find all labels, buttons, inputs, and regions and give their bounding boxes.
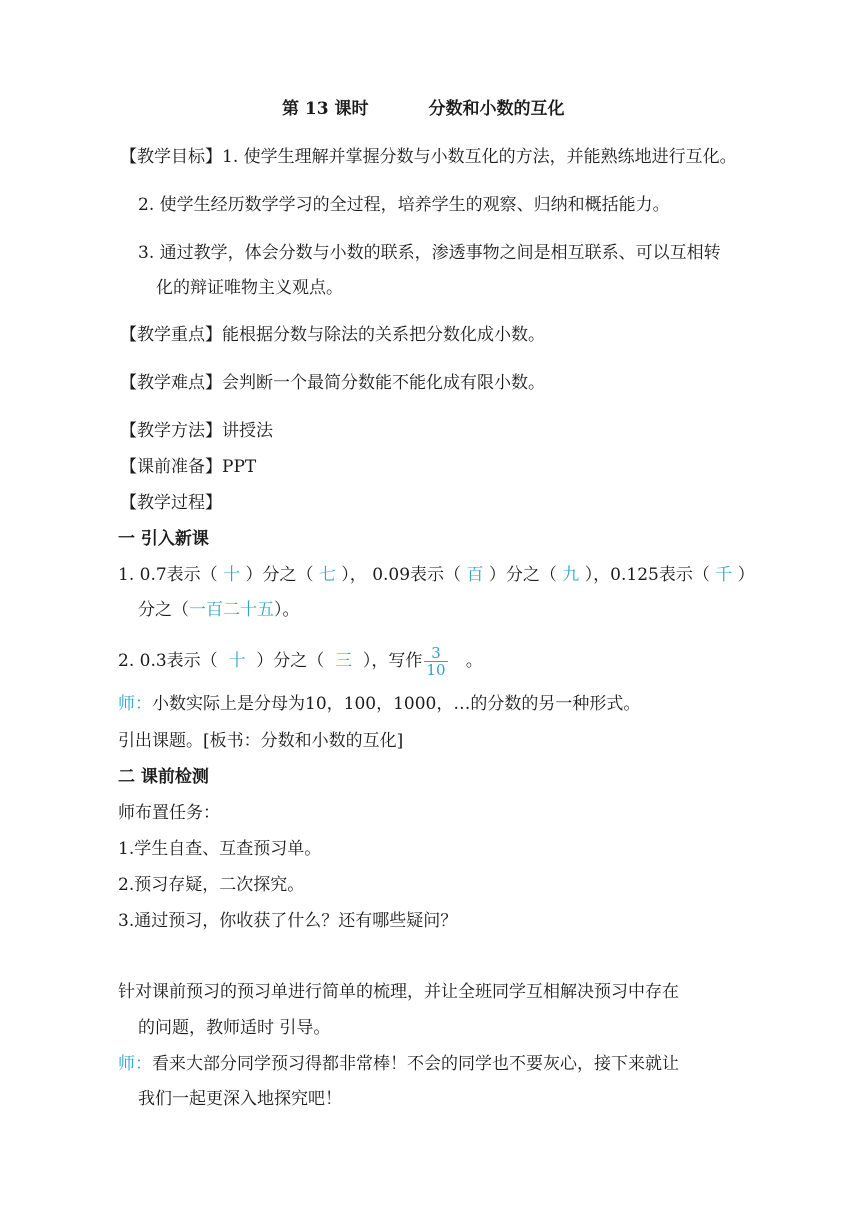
- teaching-method: 【教学方法】讲授法: [120, 421, 273, 441]
- teacher-remark-1: 师：小数实际上是分母为10，100，1000，…的分数的另一种形式。: [118, 694, 641, 714]
- paragraph-line-1: 针对课前预习的预习单进行简单的梳理，并让全班同学互相解决预习中存在: [118, 982, 679, 1002]
- lesson-intro: 引出课题。[板书：分数和小数的互化]: [118, 731, 404, 751]
- question-2: 2. 0.3表示（ 十 ）分之（ 三 ），写作 $\frac{3}{10}$ 。: [118, 644, 483, 679]
- paragraph-line-2: 的问题，教师适时 引导。: [138, 1018, 331, 1038]
- goal-line-1: 【教学目标】1. 使学生理解并掌握分数与小数互化的方法，并能熟练地进行互化。: [120, 147, 737, 167]
- answer-blank: 一百二十五: [189, 600, 274, 620]
- question-1-cont: 分之（一百二十五）。: [138, 600, 300, 620]
- answer-blank: 十: [223, 565, 241, 585]
- task-item-3: 3.通过预习，你收获了什么？还有哪些疑问？: [118, 911, 458, 931]
- preparation: 【课前准备】PPT: [120, 457, 257, 477]
- key-point: 【教学重点】能根据分数与除法的关系把分数化成小数。: [120, 325, 545, 345]
- teacher-label: 师：: [118, 1054, 152, 1074]
- lesson-topic: 分数和小数的互化: [428, 99, 565, 119]
- answer-blank: 十: [228, 651, 246, 671]
- teacher-label: 师：: [118, 694, 152, 714]
- goals-label: 【教学目标】: [120, 147, 222, 167]
- page-title: [282, 97, 565, 121]
- lesson-number: 第 13 课时: [282, 99, 369, 119]
- process-label: 【教学过程】: [120, 493, 222, 513]
- goal-line-3: 3. 通过教学，体会分数与小数的联系，渗透事物之间是相互联系、可以互相转: [138, 243, 721, 263]
- difficulty-point: 【教学难点】会判断一个最简分数能不能化成有限小数。: [120, 373, 545, 393]
- answer-blank: 九: [562, 565, 580, 585]
- teacher-remark-2: 师：看来大部分同学预习得都非常棒！不会的同学也不要灰心，接下来就让: [118, 1054, 679, 1074]
- fraction-answer: $\frac{3}{10}$: [426, 644, 446, 679]
- task-item-2: 2.预习存疑，二次探究。: [118, 875, 305, 895]
- teacher-remark-2-cont: 我们一起更深入地探究吧！: [138, 1089, 342, 1109]
- goal-line-3-cont: 化的辩证唯物主义观点。: [156, 278, 343, 298]
- answer-blank: 百: [466, 565, 484, 585]
- section-heading-2: 二 课前检测: [118, 767, 209, 787]
- task-item-1: 1.学生自查、互查预习单。: [118, 839, 322, 859]
- answer-blank: 七: [318, 565, 336, 585]
- task-intro: 师布置任务：: [118, 803, 220, 823]
- answer-blank: 千: [715, 565, 733, 585]
- question-1: 1. 0.7表示（ 十 ）分之（ 七 ）， 0.09表示（ 百 ）分之（ 九 ），0.125表示（ 千 ）: [118, 565, 755, 585]
- section-heading-1: 一 引入新课: [118, 529, 209, 549]
- goal-line-2: 2. 使学生经历数学学习的全过程，培养学生的观察、归纳和概括能力。: [138, 195, 670, 215]
- answer-blank: 三: [335, 651, 353, 671]
